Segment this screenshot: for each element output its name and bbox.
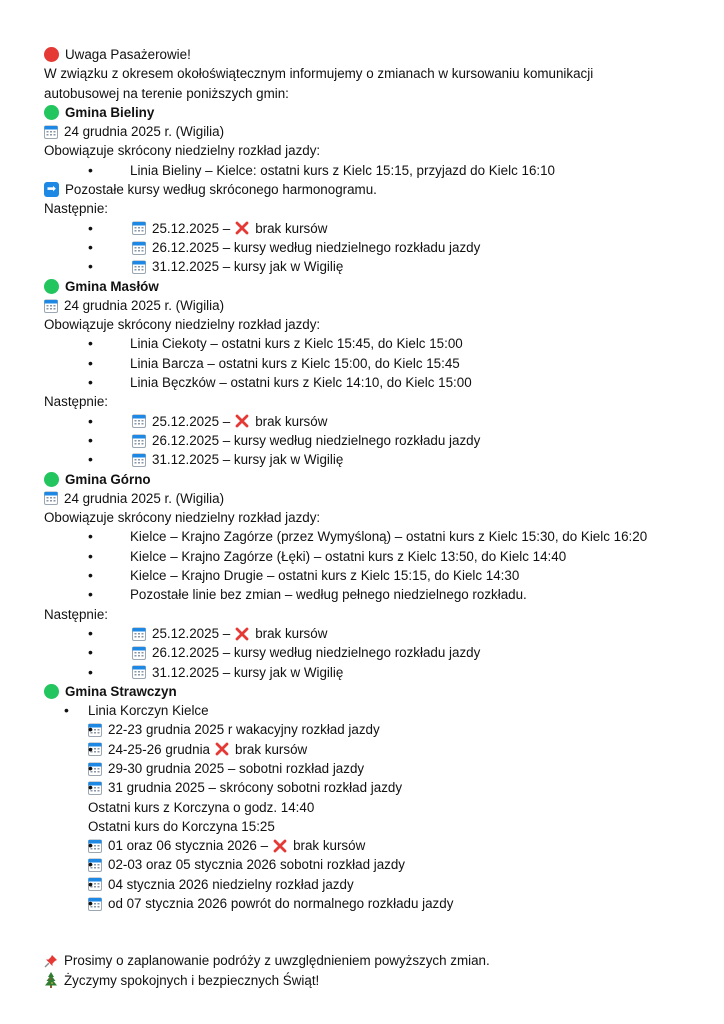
list-item: • Kielce – Krajno Zagórze (Łęki) – ostatni kurs z Kielc 13:50, do Kielc 14:40 (44, 547, 684, 566)
section-title: Gmina Masłów (65, 278, 159, 294)
calendar-icon (132, 221, 146, 235)
calendar-icon (88, 877, 102, 891)
date-text: 24 grudnia 2025 r. (Wigilia) (64, 297, 225, 313)
other-courses-text: Pozostałe kursy według skróconego harmonogramu. (65, 182, 377, 198)
green-circle-icon (44, 105, 59, 120)
calendar-icon (44, 125, 58, 139)
list-item: • 22-23 grudnia 2025 r wakacyjny rozkład jazdy (44, 720, 684, 739)
calendar-icon (132, 665, 146, 679)
calendar-icon (132, 260, 146, 274)
list-item: • 02-03 oraz 05 stycznia 2026 sobotni rozkład jazdy (44, 855, 684, 874)
list-item: • 25.12.2025 – brak kursów (44, 624, 684, 643)
footer-wish-row (44, 971, 684, 990)
list-item-note: Ostatni kurs do Korczyna 15:25 (88, 818, 275, 834)
calendar-icon (88, 723, 102, 737)
section-title: Gmina Górno (65, 471, 151, 487)
cross-mark-icon (235, 221, 249, 235)
list-item: • 24-25-26 grudnia brak kursów (44, 740, 684, 759)
calendar-icon (88, 858, 102, 872)
green-circle-icon (44, 279, 59, 294)
christmas-tree-icon (44, 972, 58, 988)
date-row (44, 122, 684, 141)
next-label: Następnie: (44, 394, 109, 410)
list-item: • 26.12.2025 – kursy według niedzielnego rozkładu jazdy (44, 643, 684, 662)
list-item: • 04 stycznia 2026 niedzielny rozkład jazdy (44, 875, 684, 894)
calendar-icon (88, 781, 102, 795)
section-heading-strawczyn (44, 682, 684, 701)
cross-mark-icon (235, 414, 249, 428)
calendar-icon (132, 434, 146, 448)
list-item: • od 07 stycznia 2026 powrót do normalnego rozkładu jazdy (44, 894, 684, 913)
cross-mark-icon (215, 742, 229, 756)
footer-plan-text: Prosimy o zaplanowanie podróży z uwzględnieniem powyższych zmian. (64, 953, 490, 969)
section-heading-gorno (44, 470, 684, 489)
calendar-icon (88, 742, 102, 756)
intro-title-row (44, 45, 684, 64)
list-item: • Kielce – Krajno Drugie – ostatni kurs z Kielc 15:15, do Kielc 14:30 (44, 566, 684, 585)
rule-text: Obowiązuje skrócony niedzielny rozkład jazdy: (44, 143, 321, 159)
announcement (44, 45, 684, 990)
green-circle-icon (44, 472, 59, 487)
list-item: • 25.12.2025 – brak kursów (44, 412, 684, 431)
list-item: • 31.12.2025 – kursy jak w Wigilię (44, 663, 684, 682)
pushpin-icon (44, 954, 58, 968)
section-heading-maslow (44, 277, 684, 296)
red-circle-icon (44, 47, 59, 62)
list-item: • Linia Bęczków – ostatni kurs z Kielc 14:10, do Kielc 15:00 (44, 373, 684, 392)
list-item: • 29-30 grudnia 2025 – sobotni rozkład jazdy (44, 759, 684, 778)
calendar-icon (44, 491, 58, 505)
list-item: • 26.12.2025 – kursy według niedzielnego rozkładu jazdy (44, 238, 684, 257)
date-text: 24 grudnia 2025 r. (Wigilia) (64, 124, 225, 140)
calendar-icon (132, 627, 146, 641)
intro-title: Uwaga Pasażerowie! (65, 47, 191, 62)
calendar-icon (44, 299, 58, 313)
next-label: Następnie: (44, 606, 109, 622)
list-item-note: Ostatni kurs z Korczyna o godz. 14:40 (88, 799, 315, 815)
list-item: • 26.12.2025 – kursy według niedzielnego rozkładu jazdy (44, 431, 684, 450)
date-row (44, 489, 684, 508)
footer-plan-row (44, 951, 684, 970)
green-circle-icon (44, 684, 59, 699)
list-item: • 31 grudnia 2025 – skrócony sobotni rozkład jazdy (44, 778, 684, 797)
calendar-icon (132, 646, 146, 660)
list-item: • 31.12.2025 – kursy jak w Wigilię (44, 450, 684, 469)
list-item: • Linia Korczyn Kielce (44, 701, 684, 720)
calendar-icon (132, 241, 146, 255)
list-item: • Linia Ciekoty – ostatni kurs z Kielc 15:45, do Kielc 15:00 (44, 334, 684, 353)
calendar-icon (88, 897, 102, 911)
calendar-icon (88, 839, 102, 853)
calendar-icon (88, 762, 102, 776)
calendar-icon (132, 453, 146, 467)
intro-text-2: autobusowej na terenie poniższych gmin: (44, 85, 289, 101)
cross-mark-icon (273, 839, 287, 853)
list-item: • Pozostałe linie bez zmian – według pełnego niedzielnego rozkładu. (44, 585, 684, 604)
section-title: Gmina Bieliny (65, 104, 155, 120)
date-text: 24 grudnia 2025 r. (Wigilia) (64, 490, 225, 506)
rule-text: Obowiązuje skrócony niedzielny rozkład jazdy: (44, 317, 321, 333)
list-item: • 01 oraz 06 stycznia 2026 – brak kursów (44, 836, 684, 855)
section-heading-bieliny (44, 103, 684, 122)
cross-mark-icon (235, 627, 249, 641)
next-label: Następnie: (44, 201, 109, 217)
list-item: • Linia Barcza – ostatni kurs z Kielc 15:00, do Kielc 15:45 (44, 354, 684, 373)
spacer (44, 913, 684, 951)
other-courses-row (44, 180, 684, 199)
intro-text-1: W związku z okresem okołoświątecznym informujemy o zmianach w kursowaniu komunikacji (44, 66, 594, 82)
list-item: • Kielce – Krajno Zagórze (przez Wymyśloną) – ostatni kurs z Kielc 15:30, do Kielc 16:20 (44, 527, 684, 546)
calendar-icon (132, 414, 146, 428)
footer-wish-text: Życzymy spokojnych i bezpiecznych Świąt! (64, 972, 320, 988)
rule-text: Obowiązuje skrócony niedzielny rozkład jazdy: (44, 510, 321, 526)
date-row (44, 296, 684, 315)
list-item: • 25.12.2025 – brak kursów (44, 219, 684, 238)
list-item: • 31.12.2025 – kursy jak w Wigilię (44, 257, 684, 276)
arrow-right-icon: ➡ (44, 182, 59, 197)
list-item: • Linia Bieliny – Kielce: ostatni kurs z Kielc 15:15, przyjazd do Kielc 16:10 (44, 161, 684, 180)
section-title: Gmina Strawczyn (65, 683, 177, 699)
